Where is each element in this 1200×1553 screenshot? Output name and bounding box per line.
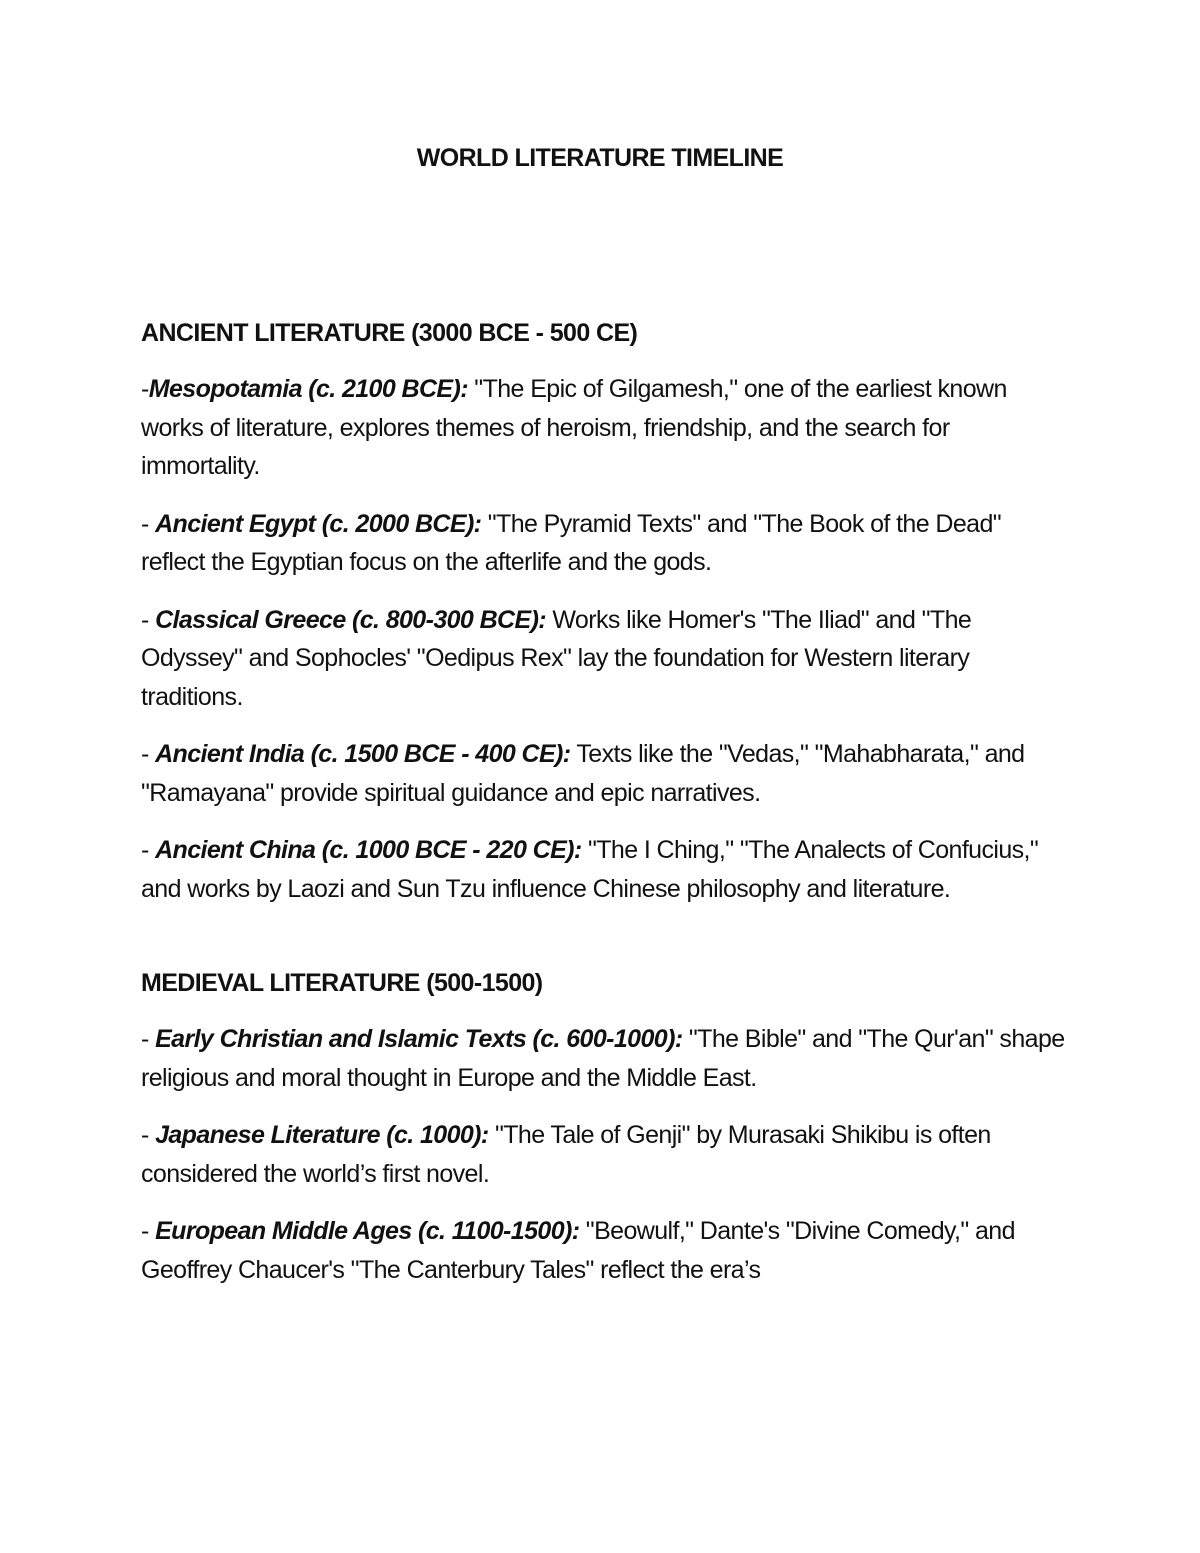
- entry-label: Early Christian and Islamic Texts (c. 600-1000):: [155, 1025, 683, 1053]
- entry-label: Ancient India (c. 1500 BCE - 400 CE):: [155, 740, 571, 768]
- timeline-entry: [141, 1116, 1071, 1193]
- entry-prefix: -: [141, 1217, 156, 1245]
- entry-prefix: -: [141, 509, 156, 538]
- entry-text: "The I Ching," "The Analects of Confucius," and works by Laozi and Sun Tzu influence Chinese philosophy and literature.: [141, 836, 1039, 903]
- timeline-entry: [141, 1020, 1071, 1097]
- entry-label: Mesopotamia (c. 2100 BCE):: [148, 375, 468, 403]
- timeline-entry: [141, 831, 1071, 908]
- entry-text: Texts like the "Vedas," "Mahabharata," and "Ramayana" provide spiritual guidance and epic narratives.: [141, 740, 1025, 807]
- entry-prefix: -: [141, 836, 156, 864]
- section-heading: ANCIENT LITERATURE (3000 BCE - 500 CE): [141, 319, 638, 347]
- timeline-entry: [141, 505, 1071, 582]
- entry-text: "The Bible" and "The Qur'an" shape religious and moral thought in Europe and the Middle East.: [141, 1025, 1065, 1092]
- document-title: WORLD LITERATURE TIMELINE: [416, 144, 784, 172]
- entry-label: Ancient Egypt (c. 2000 BCE):: [155, 509, 482, 538]
- entry-label: Japanese Literature (c. 1000):: [155, 1121, 489, 1149]
- entry-prefix: -: [141, 1025, 156, 1053]
- timeline-entry: [141, 735, 1071, 812]
- entry-prefix: -: [141, 605, 156, 634]
- entry-label: European Middle Ages (c. 1100-1500):: [155, 1217, 580, 1245]
- timeline-entry: [141, 1212, 1071, 1289]
- entry-text: "The Epic of Gilgamesh," one of the earliest known works of literature, explores themes of heroism, friendship, and the search for immortality.: [141, 375, 1007, 480]
- entry-label: Classical Greece (c. 800-300 BCE):: [155, 605, 547, 634]
- entry-text: "The Pyramid Texts" and "The Book of the Dead" reflect the Egyptian focus on the afterlife and the gods.: [141, 509, 1002, 576]
- section-medieval-literature: [141, 964, 1071, 1289]
- entry-text: "The Tale of Genji" by Murasaki Shikibu is often considered the world’s first novel.: [141, 1121, 991, 1188]
- timeline-entry: [141, 370, 1071, 486]
- section-heading: MEDIEVAL LITERATURE (500-1500): [141, 969, 543, 997]
- entry-prefix: -: [141, 1121, 156, 1149]
- timeline-entry: [141, 601, 1071, 717]
- section-ancient-literature: [141, 314, 1071, 908]
- entry-label: Ancient China (c. 1000 BCE - 220 CE):: [155, 836, 582, 864]
- entry-text: Works like Homer's "The Iliad" and "The Odyssey" and Sophocles' "Oedipus Rex" lay the foundation for Western literary traditions.: [141, 605, 972, 711]
- entry-prefix: -: [141, 740, 156, 768]
- entry-text: "Beowulf," Dante's "Divine Comedy," and Geoffrey Chaucer's "The Canterbury Tales" reflect the era’s: [141, 1217, 1015, 1284]
- entry-prefix: -: [141, 375, 149, 403]
- document-body: [141, 314, 1071, 1308]
